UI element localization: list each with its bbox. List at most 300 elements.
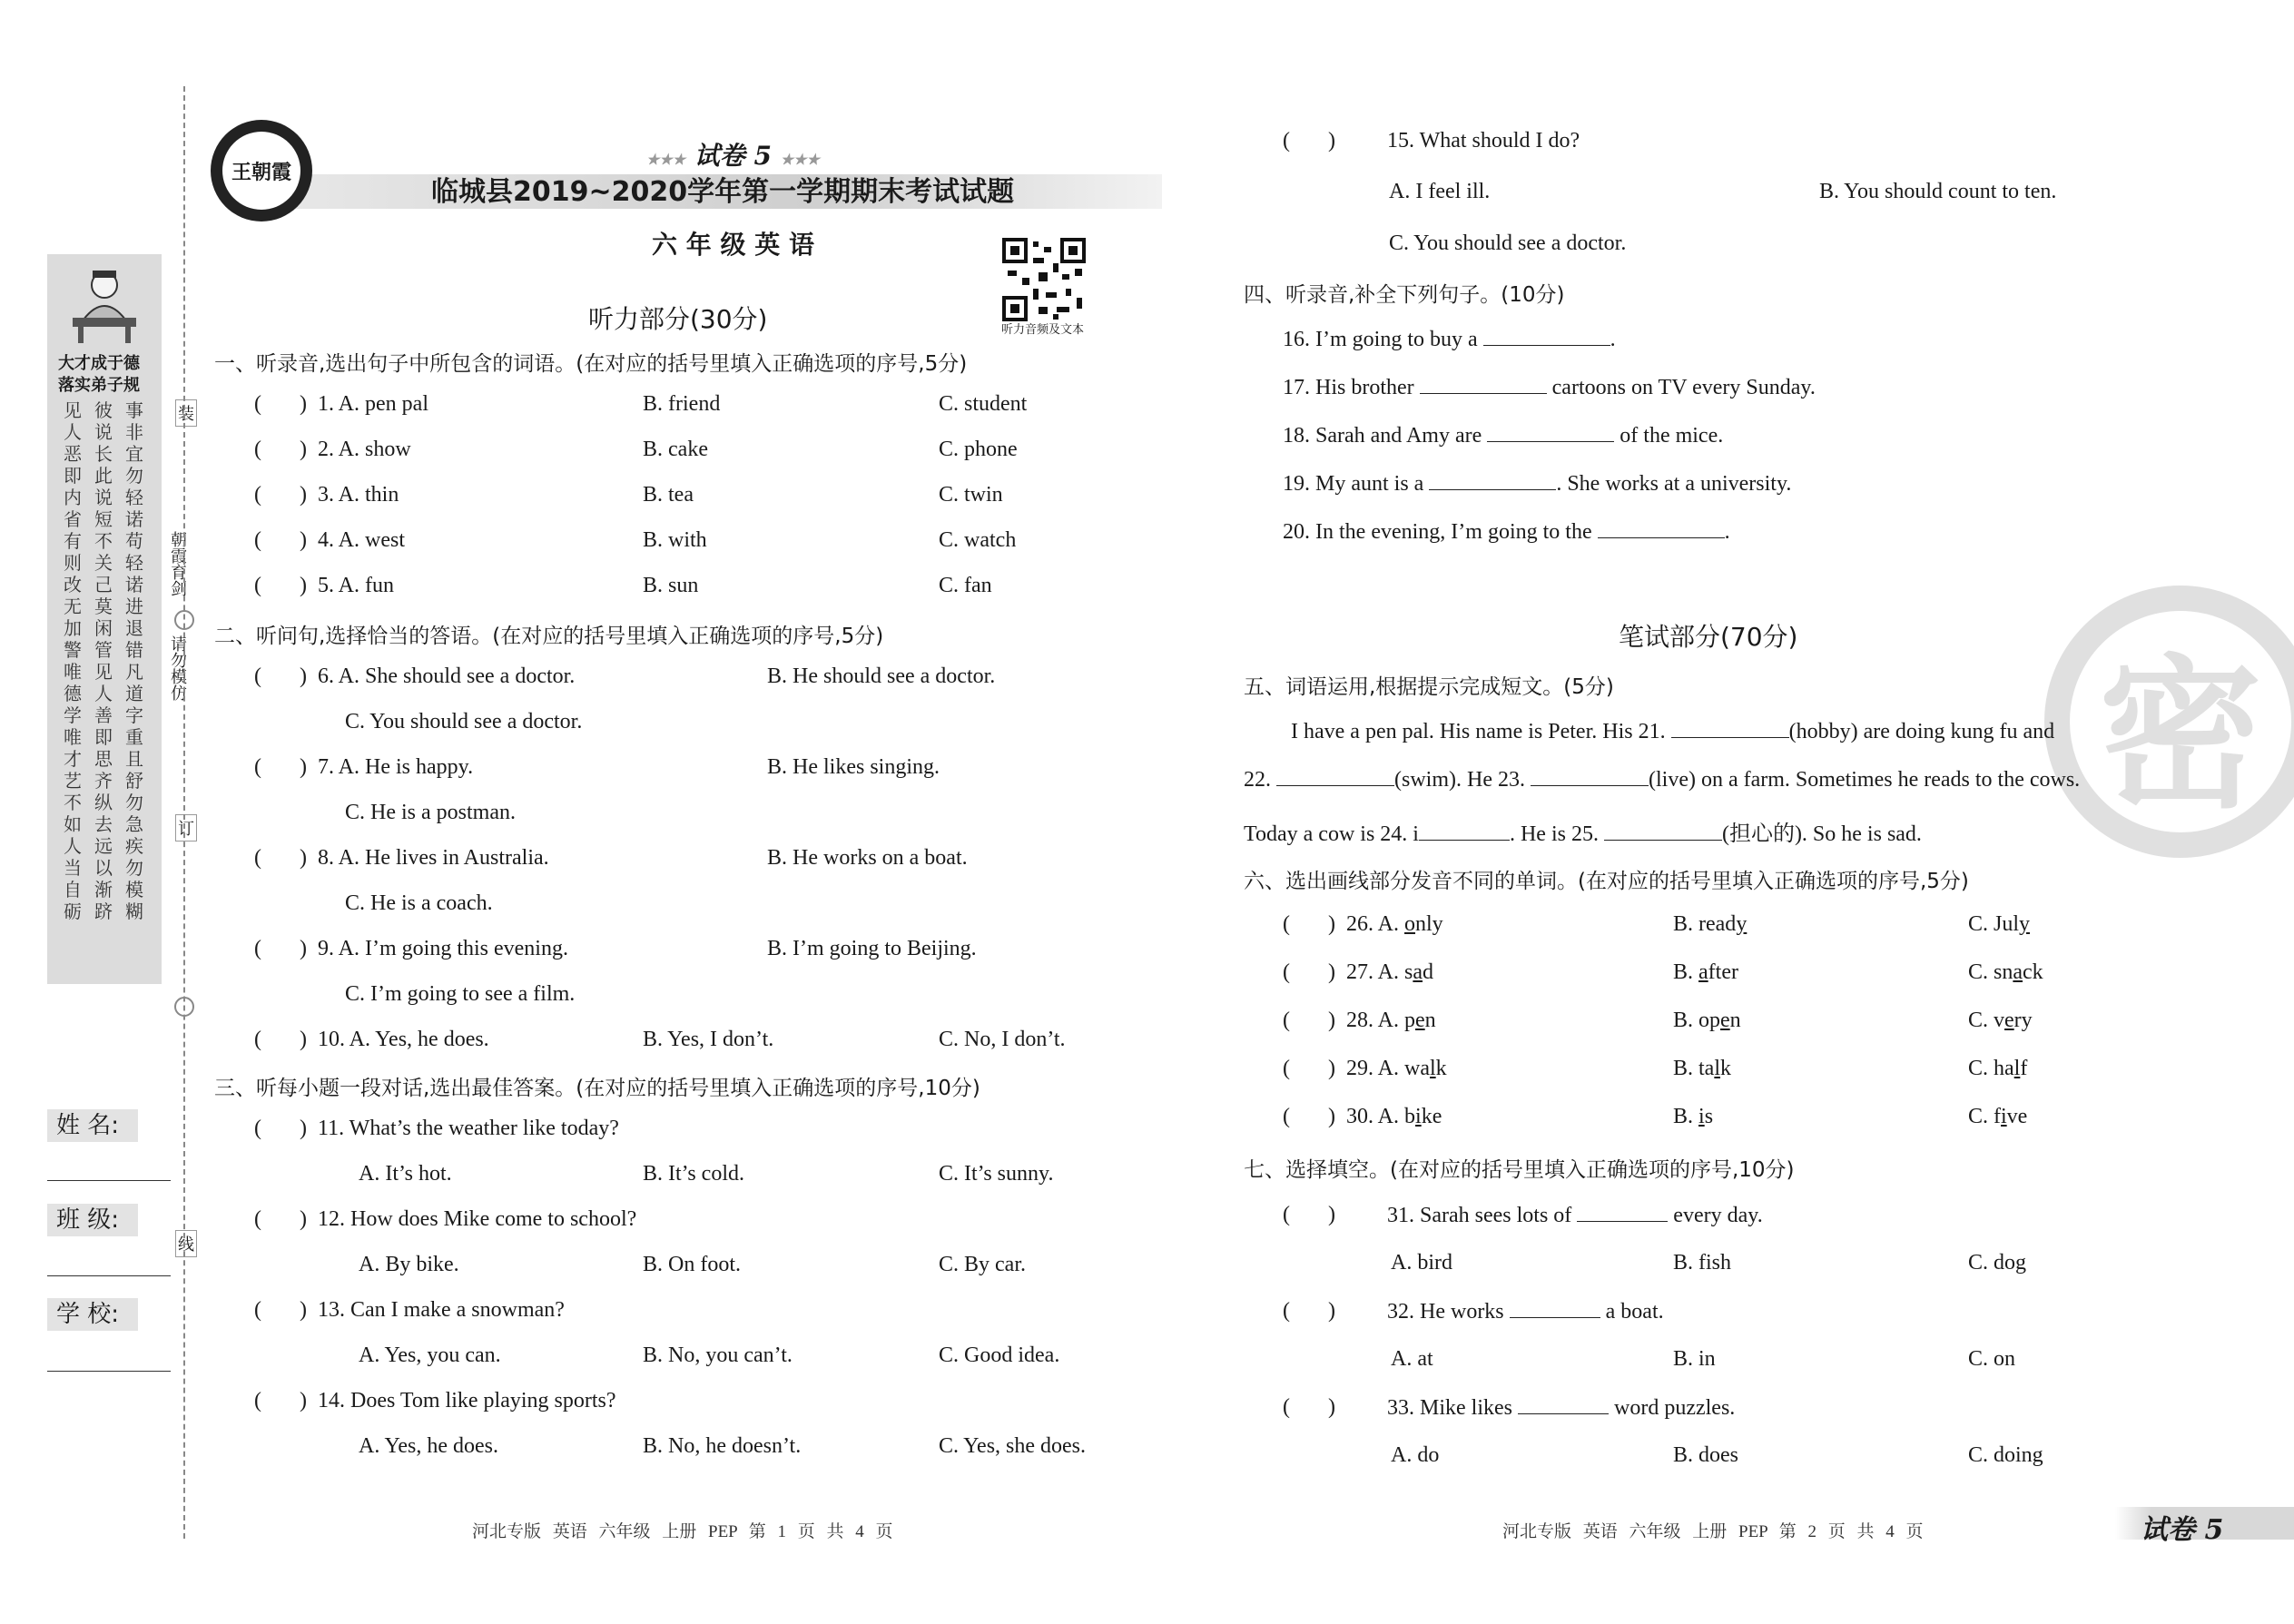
motto-char: 内	[64, 487, 82, 508]
option-word	[1968, 912, 2030, 936]
option-b: B. fish	[1673, 1251, 1732, 1275]
exam-badge	[646, 136, 820, 172]
option-b: B. No, he doesn’t.	[643, 1434, 802, 1458]
option-b: B. You should count to ten.	[1819, 180, 2057, 203]
option-b: B. On foot.	[643, 1253, 741, 1276]
passage-text: Today a cow is 24.	[1244, 822, 1413, 846]
word-part: ck	[2023, 960, 2043, 984]
question-text: 14. Does Tom like playing sports?	[318, 1389, 616, 1412]
name-label: 姓 名:	[47, 1109, 138, 1142]
option-b	[1673, 1105, 1713, 1129]
exam-badge-text: 试卷 5	[694, 141, 773, 171]
motto-char: 当	[64, 857, 82, 879]
motto-char: 不	[64, 792, 82, 813]
option-b: B. in	[1673, 1347, 1716, 1371]
logo-seal	[211, 120, 312, 221]
option-a: 8. A. He lives in Australia.	[318, 846, 549, 870]
fill-blank[interactable]	[1419, 822, 1510, 841]
motto-char: 才	[64, 748, 82, 770]
question-text	[1387, 1203, 1763, 1228]
option-a: A. It’s hot.	[359, 1162, 452, 1186]
answer-bracket[interactable]: ( )	[1283, 912, 1335, 936]
motto-char: 轻	[125, 552, 143, 574]
answer-bracket[interactable]: ( )	[254, 1028, 307, 1051]
option-a: A. By bike.	[359, 1253, 459, 1276]
option-word	[1673, 960, 1738, 984]
motto-char: 唯	[64, 661, 82, 683]
option-b: B. He works on a boat.	[767, 846, 968, 870]
fill-blank[interactable]	[1518, 1395, 1609, 1414]
sentence-part: 33. Mike likes	[1387, 1396, 1518, 1420]
sentence-part: .	[1610, 328, 1616, 351]
motto-char: 砺	[64, 901, 82, 922]
answer-bracket[interactable]: ( )	[1283, 1057, 1335, 1080]
answer-bracket[interactable]: ( )	[1283, 1105, 1335, 1128]
option-c: C. watch	[939, 528, 1017, 552]
motto-char: 思	[94, 748, 113, 770]
motto-char: 急	[125, 813, 143, 835]
sentence-part: 31. Sarah sees lots of	[1387, 1204, 1578, 1227]
answer-bracket[interactable]: ( )	[254, 1298, 307, 1322]
motto-char: 模	[125, 879, 143, 901]
motto-char: 短	[94, 508, 113, 530]
fill-blank[interactable]	[1276, 767, 1394, 786]
motto-char: 善	[94, 704, 113, 726]
option-a: 3. A. thin	[318, 483, 399, 507]
fill-blank[interactable]	[1604, 822, 1722, 841]
option-number: 27. A.	[1346, 960, 1405, 984]
option-c: C. By car.	[939, 1253, 1026, 1276]
motto-char: 说	[94, 421, 113, 443]
option-b	[1673, 1009, 1741, 1033]
motto-title-1: 大才成于德	[58, 354, 140, 373]
option-c: C. student	[939, 392, 1028, 416]
option-a: 7. A. He is happy.	[318, 755, 474, 779]
passage-text: 22.	[1244, 768, 1276, 792]
answer-bracket[interactable]: ( )	[254, 664, 307, 688]
question-text: 12. How does Mike come to school?	[318, 1207, 637, 1231]
question-text: 13. Can I make a snowman?	[318, 1298, 565, 1322]
motto-column-1	[64, 399, 82, 922]
motto-char: 糊	[125, 901, 143, 922]
school-label: 学 校:	[47, 1298, 138, 1331]
answer-bracket[interactable]: ( )	[254, 483, 307, 507]
qr-code[interactable]	[1002, 238, 1086, 321]
passage-text: (担心的). So he is sad.	[1721, 822, 1922, 846]
motto-char: 事	[125, 399, 143, 421]
motto-char: 退	[125, 617, 143, 639]
option-b: B. with	[643, 528, 707, 552]
option-word	[1404, 1105, 1442, 1128]
word-part: B. ta	[1673, 1057, 1715, 1080]
option-b: B. I’m going to Beijing.	[767, 937, 977, 960]
sentence-part: 18. Sarah and Amy are	[1283, 424, 1488, 448]
option-b: B. It’s cold.	[643, 1162, 744, 1186]
motto-char: 人	[64, 835, 82, 857]
exam-subtitle: 六 年 级 英 语	[652, 230, 814, 260]
answer-bracket[interactable]: ( )	[254, 574, 307, 597]
word-part: ke	[1421, 1105, 1442, 1128]
motto-char: 彼	[94, 399, 113, 421]
motto-char: 即	[94, 726, 113, 748]
fill-sentence	[1283, 519, 1730, 545]
answer-bracket[interactable]: ( )	[254, 1207, 307, 1231]
underlined-letters: l	[2013, 1057, 2021, 1080]
section3-title: 三、听每小题一段对话,选出最佳答案。(在对应的括号里填入正确选项的序号,10分)	[214, 1077, 980, 1100]
option-word	[1404, 960, 1433, 984]
option-word	[1968, 1057, 2027, 1080]
word-part: B. read	[1673, 912, 1737, 936]
word-part: C. sn	[1968, 960, 2013, 984]
sentence-part: 17. His brother	[1283, 376, 1420, 399]
option-c: C. You should see a doctor.	[1389, 231, 1627, 255]
section6-title: 六、选出画线部分发音不同的单词。(在对应的括号里填入正确选项的序号,5分)	[1244, 870, 1969, 893]
word-part: wa	[1404, 1057, 1430, 1080]
word-part: n	[1424, 1009, 1436, 1032]
option-c: C. He is a coach.	[345, 891, 493, 915]
motto-char: 诺	[125, 508, 143, 530]
sentence-part: . She works at a university.	[1556, 472, 1792, 496]
option-word	[1404, 912, 1443, 936]
motto-char: 去	[94, 813, 113, 835]
fill-sentence	[1283, 423, 1723, 448]
option-b	[1673, 960, 1738, 985]
option-c: C. dog	[1968, 1251, 2027, 1275]
section4-title: 四、听录音,补全下列句子。(10分)	[1244, 283, 1565, 307]
option-c: C. It’s sunny.	[939, 1162, 1054, 1186]
option-a: 5. A. fun	[318, 574, 394, 597]
motto-char: 见	[64, 399, 82, 421]
listening-title: 听力部分(30分)	[588, 304, 768, 334]
fill-blank[interactable]	[1420, 375, 1547, 394]
underlined-letters: y	[2019, 912, 2031, 936]
option-number: 29. A.	[1346, 1057, 1405, 1080]
fill-blank[interactable]	[1671, 719, 1789, 738]
underlined-letters: a	[1413, 960, 1423, 984]
option-a: A. do	[1391, 1443, 1440, 1467]
fill-blank[interactable]	[1429, 471, 1556, 490]
motto-char: 则	[64, 552, 82, 574]
section5-title: 五、词语运用,根据提示完成短文。(5分)	[1244, 675, 1614, 699]
motto-char: 舒	[125, 770, 143, 792]
underlined-letters: o	[1404, 912, 1416, 936]
option-b: B. Yes, I don’t.	[643, 1028, 774, 1051]
fill-sentence	[1283, 375, 1816, 400]
option-word	[1673, 912, 1747, 936]
passage-text: . He is 25.	[1509, 822, 1604, 846]
fill-blank[interactable]	[1598, 519, 1725, 538]
watermark-seal	[2044, 586, 2294, 858]
option-word	[1968, 1009, 2033, 1032]
answer-bracket[interactable]: ( )	[254, 1389, 307, 1412]
option-c: C. fan	[939, 574, 992, 597]
answer-bracket[interactable]: ( )	[1283, 1299, 1335, 1323]
word-part: B. op	[1673, 1009, 1721, 1032]
motto-char: 如	[64, 813, 82, 835]
sentence-part: 16. I’m going to buy a	[1283, 328, 1483, 351]
option-a: A. bird	[1391, 1251, 1452, 1275]
word-part: s	[1404, 960, 1413, 984]
word-part: C. Jul	[1968, 912, 2020, 936]
option-b: B. cake	[643, 438, 708, 461]
motto-char: 德	[64, 683, 82, 704]
answer-bracket[interactable]: ( )	[1283, 1395, 1335, 1419]
option-a: A. Yes, you can.	[359, 1343, 501, 1367]
motto-title-2: 落实弟子规	[58, 376, 140, 395]
answer-bracket[interactable]: ( )	[254, 438, 307, 461]
motto-char: 跻	[94, 901, 113, 922]
motto-char: 渐	[94, 879, 113, 901]
section1-title: 一、听录音,选出句子中所包含的词语。(在对应的括号里填入正确选项的序号,5分)	[214, 352, 968, 376]
motto-char: 恶	[64, 443, 82, 465]
motto-column-2	[94, 399, 113, 922]
word-part: C. f	[1968, 1105, 2001, 1128]
class-label: 班 级:	[47, 1204, 138, 1236]
motto-char: 长	[94, 443, 113, 465]
underlined-letters: l	[1430, 1057, 1436, 1080]
answer-bracket[interactable]: ( )	[1283, 129, 1335, 153]
option-c: C. on	[1968, 1347, 2016, 1371]
option-b: B. friend	[643, 392, 721, 416]
word-part: b	[1404, 1105, 1416, 1128]
option-a: A. I feel ill.	[1389, 180, 1491, 203]
motto-char: 错	[125, 639, 143, 661]
motto-char: 加	[64, 617, 82, 639]
passage-text: (swim). He 23.	[1394, 768, 1531, 792]
word-part: f	[2020, 1057, 2028, 1080]
motto-strip	[47, 254, 162, 984]
motto-columns	[64, 399, 143, 922]
option-c	[1968, 912, 2030, 937]
motto-char: 勿	[125, 792, 143, 813]
option-a	[1346, 1057, 1447, 1081]
motto-char: 己	[94, 574, 113, 595]
motto-char: 齐	[94, 770, 113, 792]
motto-char: 省	[64, 508, 82, 530]
underlined-letters: i	[2001, 1105, 2007, 1128]
option-c: C. No, I don’t.	[939, 1028, 1066, 1051]
word-part: nly	[1415, 912, 1443, 936]
motto-char: 莫	[94, 595, 113, 617]
option-c: C. twin	[939, 483, 1003, 507]
star-icon: ★★★	[646, 151, 686, 168]
answer-bracket[interactable]: ( )	[254, 1117, 307, 1140]
sentence-part: 20. In the evening, I’m going to the	[1283, 520, 1598, 544]
watermark-text: 密	[2098, 641, 2262, 831]
motto-char: 说	[94, 487, 113, 508]
motto-char: 道	[125, 683, 143, 704]
sentence-part: 32. He works	[1387, 1300, 1510, 1324]
option-word	[1404, 1057, 1447, 1080]
logo-text: 王朝霞	[231, 160, 291, 184]
question-text	[1387, 1395, 1735, 1421]
option-c: C. Good idea.	[939, 1343, 1060, 1367]
answer-bracket[interactable]: ( )	[254, 846, 307, 870]
fill-blank[interactable]	[1531, 767, 1649, 786]
word-part: C. ha	[1968, 1057, 2014, 1080]
underlined-letters: e	[2004, 1009, 2014, 1032]
motto-char: 远	[94, 835, 113, 857]
fill-blank[interactable]	[1510, 1299, 1600, 1318]
fill-sentence	[1283, 327, 1616, 352]
name-field[interactable]	[47, 1180, 171, 1181]
question-text: 15. What should I do?	[1387, 129, 1580, 153]
motto-char: 自	[64, 879, 82, 901]
sentence-part: a boat.	[1600, 1300, 1664, 1324]
side-label-warning: 请勿模仿	[168, 635, 187, 701]
motto-char: 艺	[64, 770, 82, 792]
word-part: ve	[2006, 1105, 2028, 1128]
page2-footer: 河北专版 英语 六年级 上册 PEP 第 2 页 共 4 页	[1502, 1522, 1924, 1541]
motto-column-3	[125, 399, 143, 922]
option-a: 6. A. She should see a doctor.	[318, 664, 576, 688]
motto-char: 关	[94, 552, 113, 574]
underlined-letters: y	[1736, 912, 1748, 936]
option-a: A. Yes, he does.	[359, 1434, 499, 1458]
motto-char: 进	[125, 595, 143, 617]
written-title: 笔试部分(70分)	[1619, 622, 1798, 652]
option-c	[1968, 1009, 2033, 1033]
motto-char: 疾	[125, 835, 143, 857]
option-b: B. sun	[643, 574, 699, 597]
motto-char: 苟	[125, 530, 143, 552]
word-part: k	[1435, 1057, 1447, 1080]
side-label-brand: 朝霞育剑	[168, 531, 187, 596]
word-part: ry	[2013, 1009, 2033, 1032]
fill-blank[interactable]	[1577, 1203, 1668, 1222]
motto-char: 唯	[64, 726, 82, 748]
motto-char: 不	[94, 530, 113, 552]
option-word	[1673, 1009, 1741, 1032]
option-c	[1968, 1105, 2027, 1129]
option-a	[1346, 1009, 1436, 1033]
option-a: A. at	[1391, 1347, 1433, 1371]
underlined-letters: e	[1415, 1009, 1425, 1032]
passage-text: (live) on a farm. Sometimes he reads to the cows.	[1648, 768, 2081, 792]
option-number: 26. A.	[1346, 912, 1405, 936]
option-c: C. You should see a doctor.	[345, 710, 583, 733]
underlined-letters: e	[1720, 1009, 1730, 1032]
motto-char: 人	[64, 421, 82, 443]
word-part: s	[1704, 1105, 1714, 1128]
question-text	[1387, 1299, 1664, 1324]
answer-bracket[interactable]: ( )	[254, 392, 307, 416]
passage-line	[1244, 815, 1922, 847]
option-a: 4. A. west	[318, 528, 405, 552]
answer-bracket[interactable]: ( )	[1283, 960, 1335, 984]
option-a: 1. A. pen pal	[318, 392, 428, 416]
word-part: n	[1729, 1009, 1741, 1032]
exam-title: 临城县2019~2020学年第一学期期末考试试题	[431, 176, 1015, 208]
option-word	[1968, 1105, 2027, 1128]
fill-blank[interactable]	[1483, 327, 1610, 346]
option-a: 9. A. I’m going this evening.	[318, 937, 568, 960]
motto-char: 勿	[125, 465, 143, 487]
answer-bracket[interactable]: ( )	[254, 937, 307, 960]
sentence-part: word puzzles.	[1609, 1396, 1736, 1420]
sentence-part: 19. My aunt is a	[1283, 472, 1430, 496]
option-a	[1346, 960, 1433, 985]
answer-bracket[interactable]: ( )	[1283, 1009, 1335, 1032]
corner-badge: 试卷 5	[2141, 1514, 2224, 1546]
fill-blank[interactable]	[1487, 423, 1614, 442]
motto-char: 字	[125, 704, 143, 726]
option-a	[1346, 1105, 1442, 1129]
option-c: C. He is a postman.	[345, 801, 516, 824]
option-b	[1673, 1057, 1731, 1081]
word-part: p	[1404, 1009, 1416, 1032]
motto-char: 纵	[94, 792, 113, 813]
sentence-part: .	[1724, 520, 1730, 544]
motto-char: 改	[64, 574, 82, 595]
option-c	[1968, 960, 2043, 985]
section2-title: 二、听问句,选择恰当的答语。(在对应的括号里填入正确选项的序号,5分)	[214, 625, 884, 648]
option-a: 10. A. Yes, he does.	[318, 1028, 489, 1051]
motto-char: 轻	[125, 487, 143, 508]
option-b: B. He should see a doctor.	[767, 664, 996, 688]
motto-char: 勿	[125, 857, 143, 879]
word-part: C. v	[1968, 1009, 2005, 1032]
option-c: C. doing	[1968, 1443, 2043, 1467]
sentence-part: every day.	[1668, 1204, 1763, 1227]
school-field[interactable]	[47, 1371, 171, 1372]
option-b	[1673, 912, 1747, 937]
answer-bracket[interactable]: ( )	[1283, 1203, 1335, 1226]
option-b: B. No, you can’t.	[643, 1343, 793, 1367]
motto-char: 有	[64, 530, 82, 552]
underlined-letters: i	[1415, 1105, 1422, 1128]
underlined-letters: a	[2013, 960, 2023, 984]
option-word	[1404, 1009, 1436, 1032]
motto-char: 重	[125, 726, 143, 748]
side-label-xian: 线	[175, 1230, 197, 1257]
hint-letter: i	[1413, 822, 1419, 846]
word-part: fter	[1708, 960, 1738, 984]
side-label-zhuang: 装	[175, 399, 197, 427]
motto-char: 即	[64, 465, 82, 487]
class-field[interactable]	[47, 1275, 171, 1276]
binding-dashed-line	[183, 86, 185, 1539]
option-a: 2. A. show	[318, 438, 411, 461]
option-b: B. tea	[643, 483, 694, 507]
fill-sentence	[1283, 471, 1791, 497]
option-word	[1968, 960, 2043, 984]
motto-char: 见	[94, 661, 113, 683]
option-number: 28. A.	[1346, 1009, 1405, 1032]
answer-bracket[interactable]: ( )	[254, 528, 307, 552]
underlined-letters: l	[1714, 1057, 1720, 1080]
answer-bracket[interactable]: ( )	[254, 755, 307, 779]
option-c: C. I’m going to see a film.	[345, 982, 576, 1006]
logo-inner	[222, 132, 300, 210]
word-part: k	[1720, 1057, 1731, 1080]
option-c: C. phone	[939, 438, 1018, 461]
motto-char: 宜	[125, 443, 143, 465]
qr-caption: 听力音频及文本	[1001, 323, 1085, 337]
option-b: B. does	[1673, 1443, 1738, 1467]
motto-char: 凡	[125, 661, 143, 683]
word-part: B.	[1673, 960, 1699, 984]
option-word	[1673, 1057, 1731, 1080]
option-number: 30. A.	[1346, 1105, 1405, 1128]
passage-line	[1291, 719, 2054, 744]
motto-char: 管	[94, 639, 113, 661]
side-label-ding: 订	[175, 814, 197, 842]
sentence-part: cartoons on TV every Sunday.	[1546, 376, 1816, 399]
option-b: B. He likes singing.	[767, 755, 940, 779]
underlined-letters: a	[1698, 960, 1708, 984]
motto-char: 非	[125, 421, 143, 443]
